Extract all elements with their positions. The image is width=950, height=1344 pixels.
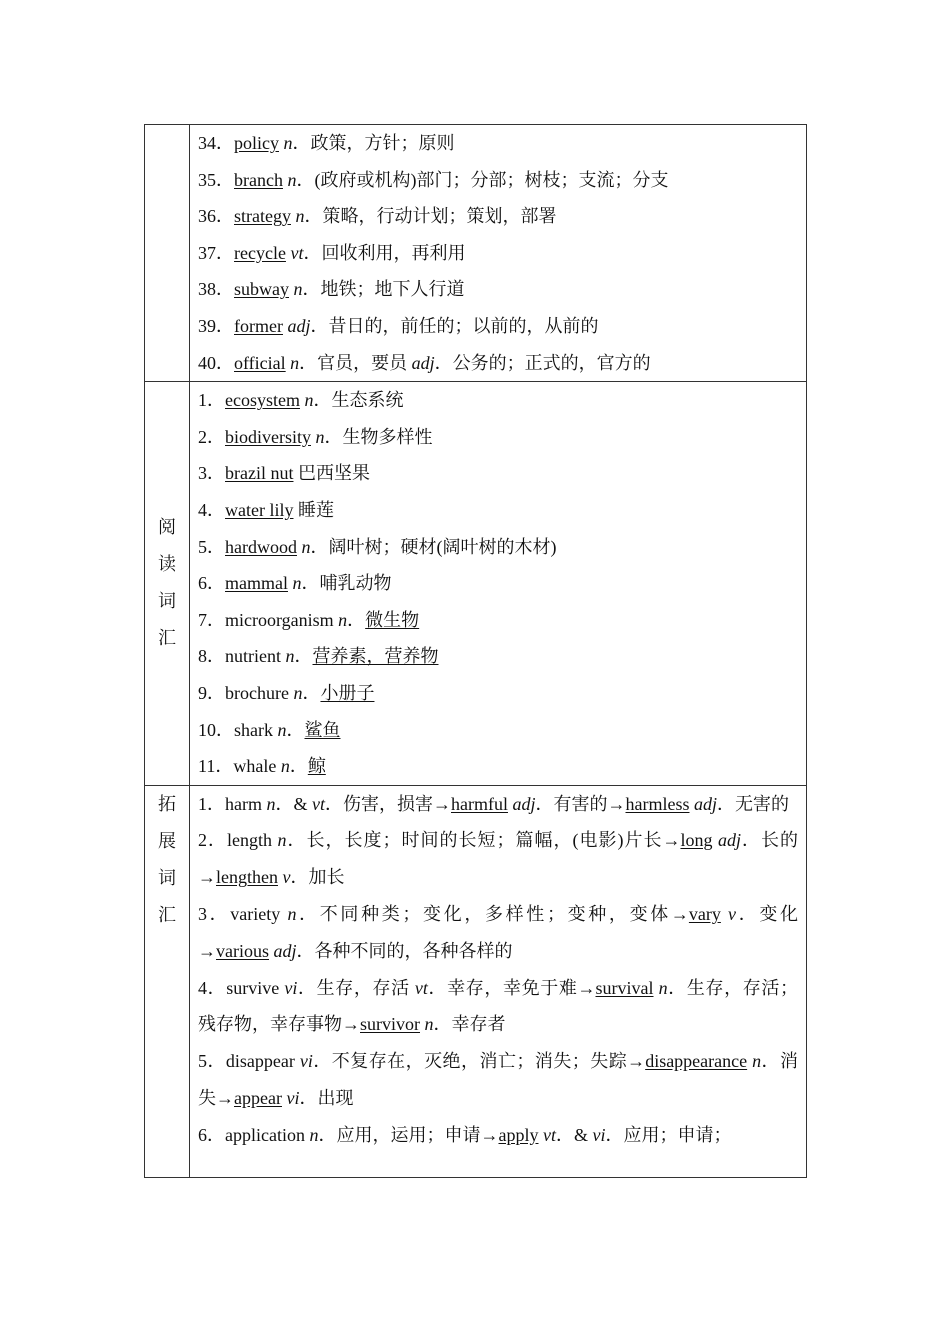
section-content xyxy=(190,382,807,786)
entry-text: ． xyxy=(302,682,321,703)
entry-text: 9．brochure xyxy=(198,682,294,703)
entry-text: 5．disappear xyxy=(198,1051,300,1072)
entry-text: ．伤害，损害→ xyxy=(325,793,451,814)
entry-text: ．无害的 xyxy=(717,793,789,814)
section-label-cell xyxy=(145,785,190,1177)
entry-text: ．变化→ xyxy=(198,904,799,961)
entry-text: 1．harm xyxy=(198,793,267,814)
section-content xyxy=(190,125,807,382)
vocab-word: disappearance xyxy=(645,1051,748,1072)
entry-text: 6．application xyxy=(198,1124,310,1145)
entry-text: 1． xyxy=(198,390,225,411)
entry-text: ．有害的→ xyxy=(535,793,626,814)
part-of-speech: vi xyxy=(299,1051,313,1072)
entry-text: ．加长 xyxy=(290,867,345,888)
section-label-char: 汇 xyxy=(158,904,176,925)
vocab-entry xyxy=(198,675,798,712)
vocab-entry xyxy=(198,565,798,602)
part-of-speech: n xyxy=(295,206,305,227)
vocab-entry xyxy=(198,419,798,456)
entry-text: 36． xyxy=(198,206,234,227)
entry-text: ．长的→ xyxy=(198,830,798,888)
entry-text: ．阔叶树；硬材(阔叶树的木材) xyxy=(310,536,557,557)
vocab-entry xyxy=(198,162,798,199)
part-of-speech: n xyxy=(424,1014,434,1035)
vocab-entry xyxy=(198,382,798,419)
vocab-entry xyxy=(198,492,798,529)
section-label-char: 阅 xyxy=(158,517,176,538)
part-of-speech: v xyxy=(728,904,737,925)
vocab-word: survivor xyxy=(360,1014,420,1035)
vocab-entry xyxy=(198,308,798,345)
section-label-char: 汇 xyxy=(158,628,176,649)
part-of-speech: n xyxy=(287,904,297,925)
vocab-word: vary xyxy=(688,904,721,925)
entry-text: 巴西坚果 xyxy=(293,463,370,484)
entry-text: ．生态系统 xyxy=(313,390,404,411)
part-of-speech: vt xyxy=(312,793,325,814)
vocab-word: official xyxy=(234,352,286,373)
part-of-speech: n xyxy=(292,573,302,594)
vocab-word: ecosystem xyxy=(225,390,300,411)
part-of-speech: n xyxy=(309,1124,319,1145)
entry-text: 4． xyxy=(198,499,225,520)
part-of-speech: n xyxy=(752,1051,762,1072)
entry-text: ． xyxy=(294,646,313,667)
part-of-speech: adj xyxy=(512,793,536,814)
section-label-char: 词 xyxy=(158,591,176,612)
vocab-word: 鲨鱼 xyxy=(304,719,341,740)
vocab-word: strategy xyxy=(234,206,291,227)
entry-text: 2． xyxy=(198,426,225,447)
part-of-speech: adj xyxy=(273,940,297,961)
section-label-cell xyxy=(145,125,190,382)
part-of-speech: n xyxy=(290,352,300,373)
part-of-speech: n xyxy=(266,793,276,814)
entry-text: 5． xyxy=(198,536,225,557)
vocab-word: 微生物 xyxy=(365,609,420,630)
entry-text: ．幸存者 xyxy=(433,1014,506,1035)
part-of-speech: n xyxy=(304,390,314,411)
entry-text: 7．microorganism xyxy=(198,609,339,630)
vocab-word: former xyxy=(234,315,283,336)
entry-text: 3． xyxy=(198,463,225,484)
part-of-speech: n xyxy=(287,169,297,190)
vocab-entry xyxy=(198,896,798,970)
part-of-speech: n xyxy=(658,977,668,998)
vocab-word: mammal xyxy=(225,573,288,594)
entry-text: 34． xyxy=(198,133,234,153)
section-label-cell xyxy=(145,382,190,786)
part-of-speech: vi xyxy=(284,977,298,998)
entry-text: ．生物多样性 xyxy=(324,426,433,447)
section-reading-vocab xyxy=(145,382,807,786)
entry-text: 4．survive xyxy=(198,977,285,998)
part-of-speech: n xyxy=(277,830,287,851)
entry-text: 10．shark xyxy=(198,719,278,740)
entry-text: ． xyxy=(289,756,308,777)
vocab-word: hardwood xyxy=(225,536,297,557)
entry-text: ．消失→ xyxy=(198,1051,799,1109)
section-content xyxy=(190,785,807,1177)
entry-text: 8．nutrient xyxy=(198,646,286,667)
vocab-entry xyxy=(198,822,798,896)
entry-text: ．出现 xyxy=(299,1088,354,1109)
part-of-speech: n xyxy=(277,719,287,740)
section-label xyxy=(145,786,189,934)
entry-text: ．哺乳动物 xyxy=(301,573,392,594)
entry-text: ．策略，行动计划；策划，部署 xyxy=(304,206,557,227)
section-top xyxy=(145,125,807,382)
section-label-char: 展 xyxy=(158,830,176,851)
entry-text: ．应用，运用；申请→ xyxy=(318,1124,499,1145)
vocab-entry xyxy=(198,235,798,272)
part-of-speech: n xyxy=(301,536,311,557)
entry-text: ．官员，要员 xyxy=(299,352,412,373)
entry-text: 35． xyxy=(198,169,234,190)
vocab-word: subway xyxy=(234,279,289,300)
vocab-word: 小册子 xyxy=(320,682,375,703)
entry-text: ．各种不同的，各种各样的 xyxy=(296,940,513,961)
vocab-entry xyxy=(198,1043,798,1117)
entry-text: 3．variety xyxy=(198,904,288,925)
entry-text: ．生存，存活；残存物，幸存事物→ xyxy=(198,977,798,1035)
vocab-word: survival xyxy=(595,977,654,998)
vocab-word: lengthen xyxy=(216,867,278,888)
vocab-entry xyxy=(198,345,798,382)
part-of-speech: n xyxy=(293,279,303,300)
entry-text: ．& xyxy=(275,793,312,814)
entry-text: 37． xyxy=(198,242,234,263)
entry-text: ．昔日的，前任的；以前的，从前的 xyxy=(310,315,599,336)
vocab-word: recycle xyxy=(234,242,286,263)
entry-text: 2．length xyxy=(198,830,278,851)
entry-text: ．不复存在，灭绝，消亡；消失；失踪→ xyxy=(312,1051,646,1072)
entry-text: ．回收利用，再利用 xyxy=(303,242,466,263)
part-of-speech: vi xyxy=(286,1088,300,1109)
entry-text xyxy=(721,904,728,924)
vocab-entry xyxy=(198,786,798,823)
vocab-entry xyxy=(198,1117,798,1154)
vocab-entry xyxy=(198,970,798,1044)
vocab-word: 营养素，营养物 xyxy=(312,646,439,667)
part-of-speech: adj xyxy=(411,352,435,373)
part-of-speech: n xyxy=(280,756,290,777)
part-of-speech: n xyxy=(293,682,303,703)
vocab-word: brazil nut xyxy=(225,463,294,484)
part-of-speech: v xyxy=(282,867,291,888)
vocab-entry xyxy=(198,455,798,492)
part-of-speech: vt xyxy=(290,242,304,263)
vocab-entry xyxy=(198,125,798,162)
section-extended-vocab xyxy=(145,785,807,1177)
vocab-word: harmless xyxy=(625,793,690,814)
vocabulary-table xyxy=(144,124,807,1178)
vocab-word: various xyxy=(216,940,269,961)
vocab-entry xyxy=(198,748,798,785)
vocab-entry xyxy=(198,602,798,639)
vocab-word: biodiversity xyxy=(225,426,311,447)
entry-text: 11．whale xyxy=(198,756,281,777)
entry-text: ．公务的；正式的，官方的 xyxy=(434,352,651,373)
vocab-word: branch xyxy=(234,169,283,190)
entry-text: ． xyxy=(347,609,366,630)
vocab-entry xyxy=(198,529,798,566)
entry-text: ．(政府或机构)部门；分部；树枝；支流；分支 xyxy=(296,169,669,190)
vocab-word: 鲸 xyxy=(307,756,326,777)
entry-text: 38． xyxy=(198,279,234,300)
part-of-speech: n xyxy=(285,646,295,667)
entry-text: 6． xyxy=(198,573,225,594)
part-of-speech: vt xyxy=(414,977,428,998)
entry-text: ．幸存，幸免于难→ xyxy=(427,977,596,998)
part-of-speech: adj xyxy=(693,793,717,814)
vocab-entry xyxy=(198,638,798,675)
entry-text: ．不同种类；变化，多样性；变种，变体→ xyxy=(296,904,689,925)
part-of-speech: adj xyxy=(287,315,311,336)
vocab-word: long xyxy=(680,830,713,851)
vocab-word: apply xyxy=(498,1124,539,1145)
vocab-word: harmful xyxy=(451,793,508,814)
entry-text: ．政策，方针；原则 xyxy=(292,133,455,153)
part-of-speech: n xyxy=(315,426,325,447)
part-of-speech: n xyxy=(338,609,348,630)
entry-text: 睡莲 xyxy=(293,499,334,520)
entry-text: 39． xyxy=(198,315,234,336)
entry-text: 40． xyxy=(198,352,234,373)
vocab-word: policy xyxy=(234,133,279,153)
entry-text: ． xyxy=(286,719,305,740)
vocab-word: water lily xyxy=(225,499,294,520)
vocab-entry xyxy=(198,712,798,749)
vocab-entry xyxy=(198,198,798,235)
entry-text: ．生存，存活 xyxy=(297,977,415,998)
entry-text: ．长，长度；时间的长短；篇幅，(电影)片长→ xyxy=(286,830,681,851)
section-label-char: 读 xyxy=(158,554,176,575)
vocab-entry xyxy=(198,271,798,308)
vocab-word: appear xyxy=(234,1088,282,1109)
entry-text: ．& xyxy=(555,1124,593,1145)
part-of-speech: vi xyxy=(592,1124,606,1145)
entry-text: ．应用；申请； xyxy=(605,1124,732,1145)
part-of-speech: n xyxy=(283,133,293,153)
entry-text: ．地铁；地下人行道 xyxy=(302,279,465,300)
part-of-speech: adj xyxy=(717,830,741,851)
section-label xyxy=(145,509,189,657)
section-label-char: 拓 xyxy=(158,793,176,814)
part-of-speech: vt xyxy=(542,1124,556,1145)
section-label-char: 词 xyxy=(158,867,176,888)
